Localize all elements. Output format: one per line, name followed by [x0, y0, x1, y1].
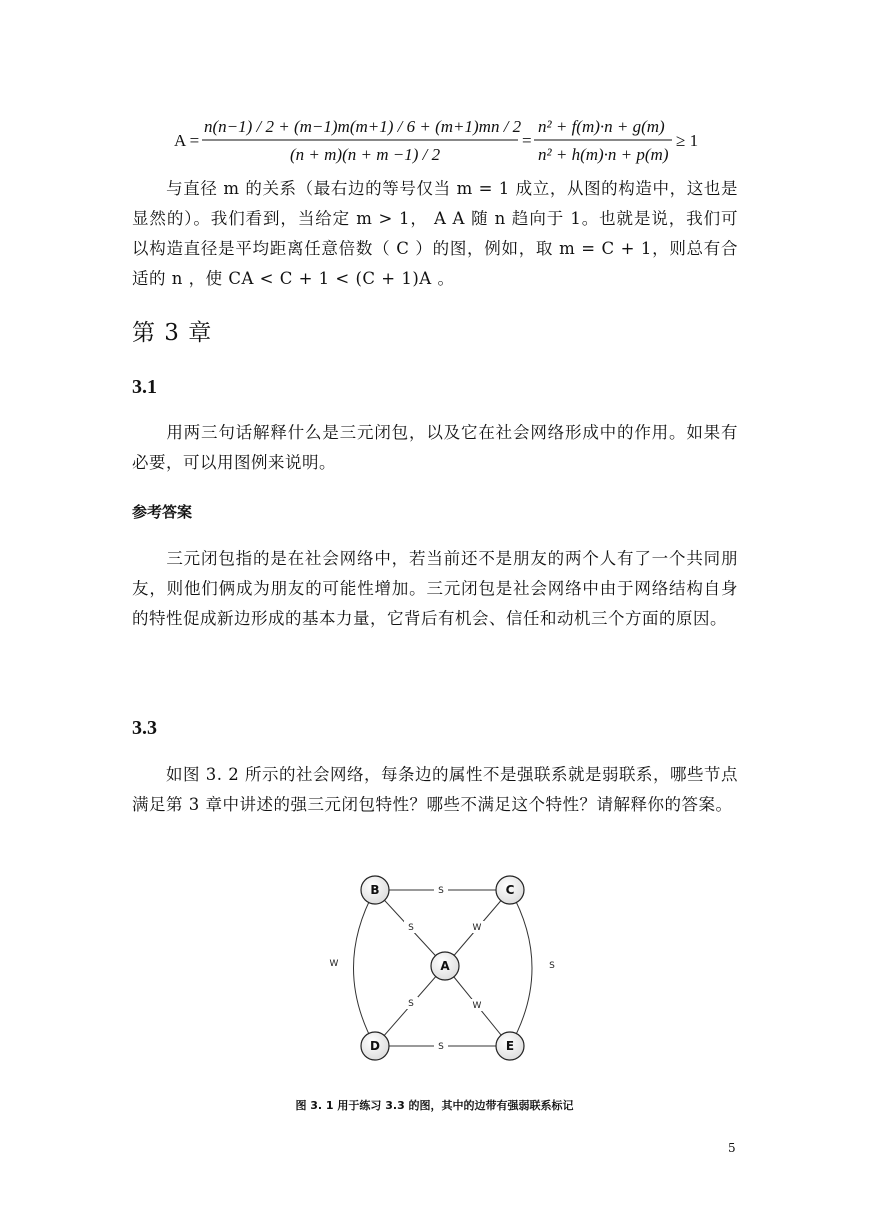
node-label-c: C [505, 883, 515, 897]
edge-label-e-a: W [472, 1001, 482, 1011]
formula-rhs: ≥ 1 [676, 131, 699, 150]
question-3-1-text: 用两三句话解释什么是三元闭包，以及它在社会网络形成中的作用。如果有必要，可以用图例来说明。 [132, 423, 738, 472]
average-distance-formula [170, 112, 730, 170]
section-heading-3-3: 3.3 [132, 717, 157, 739]
page-number: 5 [728, 1141, 736, 1155]
answer-paragraph-text: 三元闭包指的是在社会网络中，若当前还不是朋友的两个人有了一个共同朋友，则他们俩成为朋友的可能性增加。三元闭包是社会网络中由于网络结构自身的特性促成新边形成的基本力量，它背后有机会、信任和动机三个方面的原因。 [132, 549, 738, 628]
edge-label-c-a: W [472, 923, 482, 933]
formula-equals: = [522, 131, 532, 150]
formula-frac2-denominator: n² + h(m)·n + p(m) [538, 145, 669, 164]
figure-caption: 图 3. 1 用于练习 3.3 的图，其中的边带有强弱联系标记 [295, 1099, 574, 1112]
intro-paragraph-text: 与直径 m 的关系（最右边的等号仅当 m = 1 成立，从图的构造中，这也是显然的）。我们看到，当给定 m > 1， A A 随 n 趋向于 1。也就是说，我们可以构造直径是平均距离任意倍数（ C ）的图，例如，取 m = C + 1，则总有合适的 n ，使 CA < C + 1 < (C + 1)A 。 [132, 179, 738, 288]
edge-label-d-e: S [438, 1042, 444, 1052]
formula-frac2-numerator: n² + f(m)·n + g(m) [538, 117, 665, 136]
node-label-e: E [505, 1039, 515, 1053]
edge-label-b-a: S [408, 923, 414, 933]
node-label-a: A [440, 959, 450, 973]
question-3-1 [132, 418, 738, 478]
chapter-title: 第 3 章 [132, 320, 213, 346]
answer-heading: 参考答案 [132, 503, 193, 521]
formula-frac1-numerator: n(n−1) / 2 + (m−1)m(m+1) / 6 + (m+1)mn / 2 [204, 117, 522, 136]
network-figure [322, 870, 562, 1070]
intro-paragraph [132, 174, 738, 294]
node-label-b: B [370, 883, 380, 897]
formula-frac1-denominator: (n + m)(n + m −1) / 2 [290, 145, 441, 164]
edge-b-d [354, 890, 376, 1046]
question-3-3-text: 如图 3. 2 所示的社会网络，每条边的属性不是强联系就是弱联系，哪些节点满足第 3 章中讲述的强三元闭包特性？哪些不满足这个特性？请解释你的答案。 [132, 765, 738, 814]
question-3-3 [132, 760, 738, 820]
edge-label-b-c: S [438, 886, 444, 896]
edge-label-d-a: S [408, 999, 414, 1009]
section-heading-3-1: 3.1 [132, 376, 157, 398]
formula-lhs: A = [174, 131, 200, 150]
answer-paragraph [132, 544, 738, 634]
edge-label-c-e: S [549, 961, 555, 971]
edge-label-b-d: W [329, 959, 339, 969]
edge-c-e [510, 890, 532, 1046]
node-label-d: D [370, 1039, 380, 1053]
